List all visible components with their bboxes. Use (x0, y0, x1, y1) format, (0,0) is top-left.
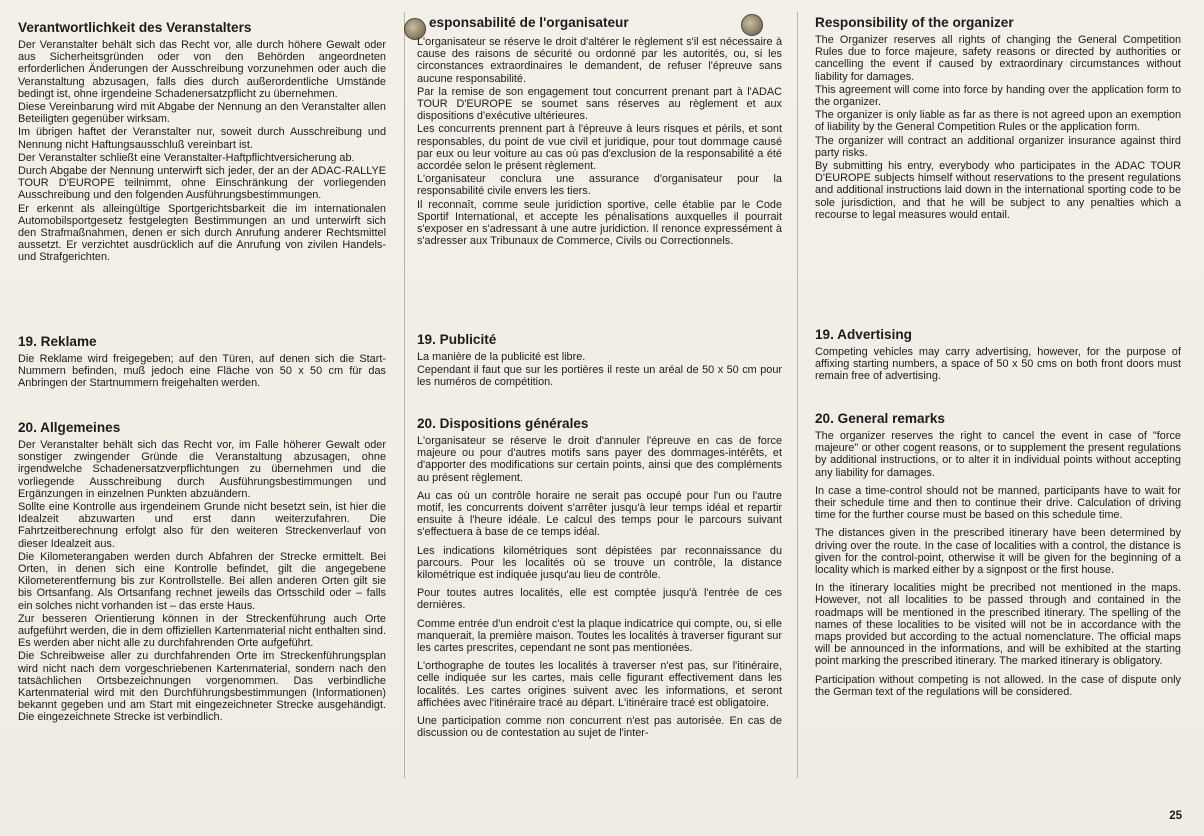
section-heading: 20. Dispositions générales (417, 416, 589, 431)
paragraph: L'organisateur se réserve le droit d'annuler l'épreuve en cas de force majeure ou pour d'autres motifs sans payer des dommages-intérêts, et d'apporter des modifications sur certain points, ainsi que des compléments au présent règlement. (417, 435, 782, 484)
section-body (417, 36, 782, 247)
paragraph: L'orthographe de toutes les localités à traverser n'est pas, sur l'itinéraire, celle indiquée sur les cartes, mais celle figurant effectivement dans les localités. Les cartes origines suivent avec les informations, et seront affichées avec l'itinéraire tracé au départ. L'itinéraire tracé est obligatoire. (417, 660, 782, 709)
french-responsibility-section (417, 15, 782, 34)
section-body (815, 34, 1181, 221)
paragraph: This agreement will come into force by handing over the application form to the organizer. (815, 83, 1181, 109)
paragraph: L'organisateur conclura une assurance d'organisateur pour la responsabilité civile envers les tiers. (417, 173, 782, 198)
french-general-section (417, 416, 782, 745)
paragraph: Competing vehicles may carry advertising, however, for the purpose of affixing starting numbers, a space of 50 x 50 cms on both front doors must remain free of advertising. (815, 346, 1181, 383)
section-body (815, 346, 1181, 383)
paragraph: Er erkennt als alleingültige Sportgerichtsbarkeit die im internationalen Automobilsportgesetz festgelegten Bestimmungen an und unterwirft sich den Strafmaßnahmen, denen er sich durch Anrufung anderer Rechtsmittel aussetzt. Er verzichtet ausdrücklich auf die Anrufung von zivilen Handels- und Strafgerichten. (18, 202, 386, 264)
german-general-section (18, 420, 386, 725)
paragraph: By submitting his entry, everybody who participates in the ADAC TOUR D'EUROPE subjects himself without reservations to the present regulations and additional instructions laid down in the international sporting code to be sole jurisdiction, and that he will be subject to any penalties which a recourse to legal measures would entail. (815, 160, 1181, 221)
french-ads-section (417, 332, 782, 390)
paragraph: Der Veranstalter schließt eine Veranstalter-Haftpflichtversicherung ab. (18, 151, 355, 164)
paragraph: The organizer is only liable as far as there is not agreed upon an exemption of liability by the General Competition Rules or the application form. (815, 109, 1181, 134)
paragraph: The distances given in the prescribed itinerary have been determined by driving over the route. In the case of localities with a control, the distance is given for the control-point, otherwise it will be given for the beginning of a locality which is marked either by a signpost or the first house. (815, 527, 1181, 577)
paragraph: Participation without competing is not allowed. In the case of dispute only the German text of the regulations will be considered. (815, 673, 1181, 698)
page-number: 25 (1169, 810, 1182, 822)
section-body (815, 430, 1181, 698)
paragraph: Sollte eine Kontrolle aus irgendeinem Grunde nicht besetzt sein, ist hier die Idealzeit abzuwarten und erst dann weiterzufahren. Die Fahrtzeitberechnung erfolgt also für den weiteren Streckenverlauf von dieser Idealzeit aus. (18, 501, 386, 550)
section-body (18, 353, 386, 390)
paragraph: Im übrigen haftet der Veranstalter nur, soweit durch Ausschreibung und Nennung nicht Haftungsausschluß vereinbart ist. (18, 126, 386, 151)
paragraph: La manière de la publicité est libre. (417, 351, 586, 363)
french-column (417, 12, 782, 812)
section-heading: 19. Reklame (18, 334, 97, 349)
paragraph: Diese Vereinbarung wird mit Abgabe der Nennung an den Veranstalter allen Beteiligten gegenüber wirksam. (18, 101, 386, 126)
paragraph: The Organizer reserves all rights of changing the General Competition Rules due to force majeure, safety reasons or directed by authorities or cancelling the event if caused by extraordinary circumstances without liability for damages. (815, 34, 1181, 83)
section-body (18, 439, 386, 724)
english-column (815, 12, 1181, 812)
paragraph: Durch Abgabe der Nennung unterwirft sich jeder, der an der ADAC-RALLYE TOUR D'EUROPE teilnimmt, ohne Einschränkung der vorliegenden Ausschreibung und den folgenden Ausführungsbestimmungen. (18, 165, 386, 202)
paragraph: In case a time-control should not be manned, participants have to wait for their schedule time and then to continue their drive. Calculation of driving time for the further course must be based on this schedule time. (815, 484, 1181, 522)
german-responsibility-section (18, 20, 386, 265)
paragraph: Les indications kilométriques sont dépistées par reconnaissance du parcours. Pour les localités où se trouve un contrôle, la distance kilométrique est indiquée jusqu'au lieu de contrôle. (417, 544, 782, 582)
paragraph: Cependant il faut que sur les portières il reste un aréal de 50 x 50 cm pour les numéros de compétition. (417, 364, 782, 389)
paragraph: Der Veranstalter behält sich das Recht vor, im Falle höherer Gewalt oder sonstiger zwingender Gründe die Veranstaltung abzusagen, ohne irgendwelche Schadenersatzverpflichtungen zu übernehmen und die vorliegende Ausschreibung durch Ausführungsbestimmungen und Ergänzungen in einzelnen Punkten abzuändern. (18, 439, 386, 500)
paragraph: Par la remise de son engagement tout concurrent prenant part à l'ADAC TOUR D'EUROPE se soumet sans réserves au règlement et aux dispositions d'exécutive ultérieures. (417, 85, 782, 123)
french-responsibility-body (417, 36, 782, 248)
paragraph: Die Reklame wird freigegeben; auf den Türen, auf denen sich die Start-Nummern befinden, muß jedoch eine Fläche von 50 x 50 cm für das Anbringen der Startnummern freigehalten werden. (18, 353, 386, 390)
section-body (417, 435, 782, 739)
paragraph: Au cas où un contrôle horaire ne serait pas occupé pour l'un ou l'autre motif, les concurrents doivent s'arrêter jusqu'à leur temps idéal et repartir ensuite à l'heure idéale. Le calcul des temps pour le parcours suivant s'effectuera à base de ce temps idéal. (417, 489, 782, 539)
paragraph: Une participation comme non concurrent n'est pas autorisée. En cas de discussion ou de contestation au sujet de l'inter- (417, 715, 782, 740)
section-heading: Responsibility of the organizer (815, 15, 1014, 30)
paragraph: Pour toutes autres localités, elle est comptée jusqu'à l'entrée de ces dernières. (417, 587, 782, 612)
english-ads-section (815, 327, 1181, 384)
paragraph: The organizer reserves the right to cancel the event in case of "force majeure" or other cogent reasons, or to supplement the present regulations by additional instructions, or to alter it in individual points without accepting any liability for damages. (815, 430, 1181, 479)
section-body (417, 351, 782, 389)
paragraph: Die Schreibweise aller zu durchfahrenden Orte im Streckenführungsplan wird nicht nach dem vorgeschriebenen Kartenmaterial, sondern nach den tatsächlichen Ortsbezeichnungen vorgenommen. Das verbindliche Kartenmaterial wird mit den Durchführungsbestimmungen (Informationen) bekannt gegeben und am Start mit eingezeichneter Strecke ausgehändigt. Die eingezeichnete Strecke ist verbindlich. (18, 650, 386, 724)
paragraph: Les concurrents prennent part à l'épreuve à leurs risques et périls, et sont responsables, du point de vue civil et juridique, pour tout dommage causé par eux ou leur voiture au cas où pas d'exclusion de la responsabilité a été accordée selon le présent règlement. (417, 123, 782, 173)
paragraph: In the itinerary localities might be precribed not mentioned in the maps. However, not all localities to be passed through and contained in the roadmaps will be mentioned in the prescribed itinerary. The spelling of the names of these localities to be visited will not be in accordance with the maps provided but according to the actual nomenclature. The official maps will be announced in the informations, and will be exhibited at the starting point marking the prescribed itinerary. The marked itinerary is obligatory. (815, 582, 1181, 668)
paragraph: Comme entrée d'un endroit c'est la plaque indicatrice qui compte, ou, si elle manquerait, la première maison. Toutes les localités à traverser figurant sur les cartes prescrites, cependant ne sont pas mentionées. (417, 617, 782, 655)
section-heading: esponsabilité de l'organisateur (429, 15, 629, 30)
paragraph: Der Veranstalter behält sich das Recht vor, alle durch höhere Gewalt oder aus Sicherheitsgründen oder von den Behörden angeordneten erforderlichen Änderungen der Ausschreibung vorzunehmen oder auch die Veranstaltung abzusagen, falls dies durch außerordentliche Umstände bedingt ist, ohne irgendeine Schadenersatzpflicht zu übernehmen. (18, 39, 386, 100)
column-divider (404, 12, 405, 778)
section-body (18, 39, 386, 264)
section-heading: Verantwortlichkeit des Veranstalters (18, 20, 252, 35)
section-heading: 19. Advertising (815, 327, 912, 342)
section-heading: 19. Publicité (417, 332, 497, 347)
paragraph: The organizer will contract an additional organizer insurance against third party risks. (815, 134, 1181, 159)
german-ads-section (18, 334, 386, 391)
paragraph: Zur besseren Orientierung können in der Streckenführung auch Orte aufgeführt werden, die in dem offiziellen Kartenmaterial nicht enthalten sind. Es werden aber nicht alle zu durchfahrenden Orte aufgeführt. (18, 612, 386, 650)
english-general-section (815, 411, 1181, 704)
english-responsibility-section (815, 15, 1181, 222)
section-heading: 20. Allgemeines (18, 420, 121, 435)
paragraph: Il reconnaît, comme seule juridiction sportive, celle établie par le Code Sportif International, et accepte les pénalisations auxquelles il pourrait s'exposer en s'adressant à une autre juridiction. Il renonce expressément à s'adresser aux Tribunaux de Commerce, Civils ou Correctionnels. (417, 198, 782, 248)
section-heading: 20. General remarks (815, 411, 945, 426)
paragraph: Die Kilometerangaben werden durch Abfahren der Strecke ermittelt. Bei Orten, in denen sich eine Kontrolle befindet, gilt die angegebene Kilometerentfernung bis zur Kontrollstelle. Bei allen anderen Orten gilt sie bis Ortsanfang. Als Ortsanfang rechnet jeweils das Ortsschild oder – falls ein solches nicht vorhanden ist – das erste Haus. (18, 550, 386, 612)
paragraph: L'organisateur se réserve le droit d'altérer le règlement s'il est nécessaire à cause des raisons de sécurité ou ordonné par les autorités, ou, si les circonstances extraordinaires le demandent, de refuser l'épreuve sans aucune responsabilité. (417, 36, 782, 85)
column-divider (797, 12, 798, 778)
german-column (18, 12, 386, 812)
